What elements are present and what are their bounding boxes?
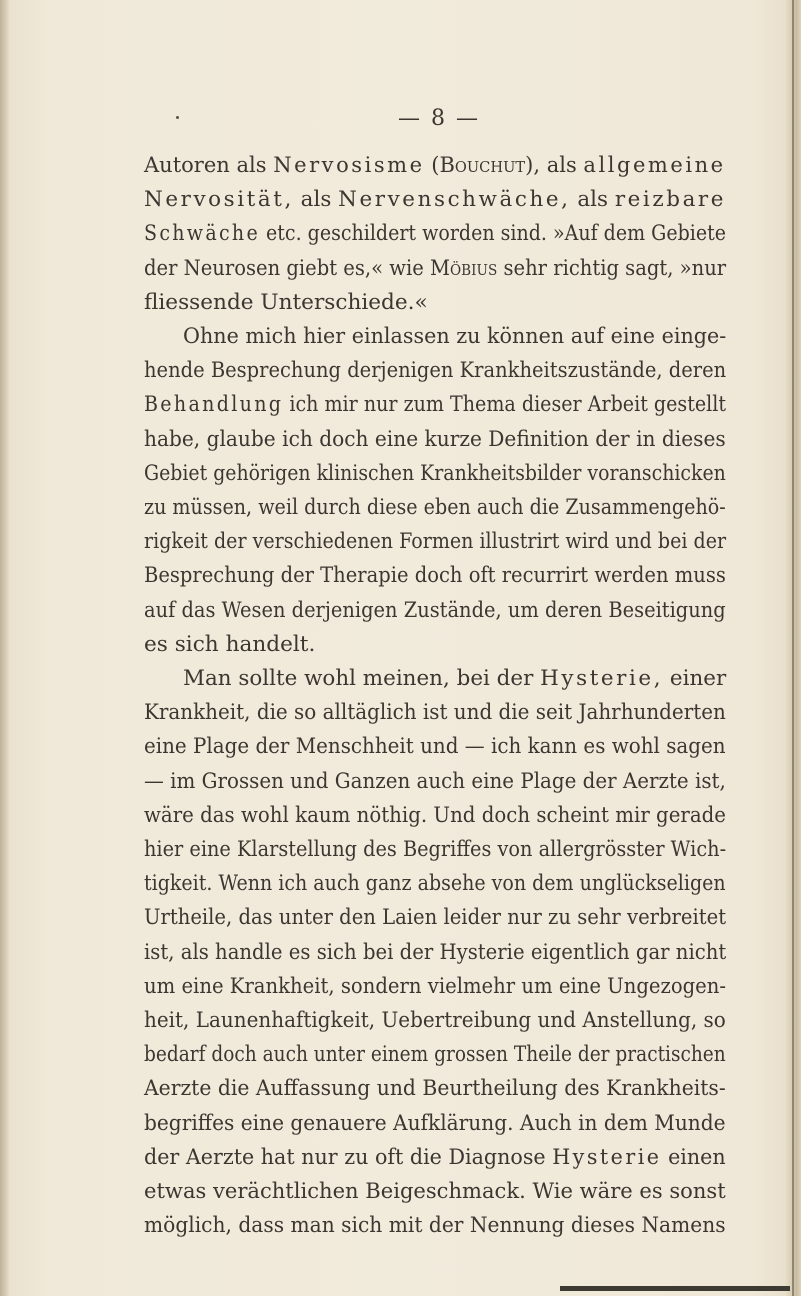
- text-segment: hier eine Klarstellung des Begriffes von allergrösster Wich-: [144, 837, 727, 862]
- text-segment: tigkeit. Wenn ich auch ganz absehe von dem unglückseligen: [144, 871, 726, 897]
- text-line: [144, 974, 726, 1000]
- text-segment: Bouchut: [439, 153, 526, 178]
- text-line: [144, 1076, 726, 1102]
- text-segment: der Neurosen giebt es,« wie: [144, 255, 431, 281]
- text-line: [144, 1179, 726, 1205]
- text-line: [144, 700, 726, 726]
- page-edge-line: [792, 0, 794, 1296]
- text-segment: Man sollte wohl meinen, bei der: [183, 666, 541, 691]
- text-segment: Möbius: [430, 255, 498, 281]
- text-line: [144, 529, 726, 555]
- text-segment: sehr richtig sagt, »nur: [497, 255, 727, 281]
- text-segment: heit, Launenhaftigkeit, Uebertreibung und Anstellung, so: [144, 1008, 726, 1033]
- text-segment: Ohne mich hier einlassen zu können auf eine einge-: [183, 324, 727, 349]
- text-segment: möglich, dass man sich mit der Nennung dieses Namens: [144, 1213, 726, 1239]
- text-line: [144, 598, 726, 624]
- text-segment: bedarf doch auch unter einem grossen Theile der practischen: [144, 1042, 726, 1068]
- text-segment: ), als: [525, 153, 584, 178]
- text-line: [144, 461, 726, 487]
- text-line: [144, 290, 428, 316]
- text-segment: (: [424, 153, 440, 178]
- text-segment: ist, als handle es sich bei der Hysterie eigentlich gar nicht: [144, 939, 727, 965]
- text-segment: der Aerzte hat nur zu oft die Diagnose: [144, 1144, 553, 1170]
- text-segment: Aerzte die Auffassung und Beurtheilung des Krankheits-: [144, 1076, 726, 1102]
- text-line: [144, 803, 726, 829]
- text-line: [183, 666, 726, 692]
- text-line: [144, 1008, 726, 1034]
- text-line: [144, 358, 726, 384]
- text-segment: etc. geschildert worden sind. »Auf dem Gebiete: [259, 221, 726, 247]
- text-segment: Besprechung der Therapie doch oft recurrirt werden muss: [144, 563, 726, 589]
- text-line: [144, 221, 726, 247]
- text-line: [183, 324, 726, 350]
- text-segment: eine Plage der Menschheit und — ich kann es wohl sagen: [144, 734, 726, 760]
- text-segment: einen: [661, 1144, 726, 1170]
- text-segment: als: [293, 187, 339, 213]
- text-line: [144, 632, 315, 658]
- text-segment: Urtheile, das unter den Laien leider nur zu sehr verbreitet: [144, 905, 727, 931]
- text-segment: Krankheit, die so alltäglich ist und die seit Jahrhunderten: [144, 700, 726, 726]
- text-segment: Nervenschwäche,: [338, 187, 571, 213]
- text-segment: habe, glaube ich doch eine kurze Definition der in dieses: [144, 426, 726, 452]
- text-segment: Behandlung: [144, 392, 284, 418]
- text-segment: begriffes eine genauere Aufklärung. Auch in dem Munde: [144, 1110, 726, 1136]
- text-line: [144, 1213, 726, 1239]
- text-line: [144, 256, 726, 282]
- text-segment: — im Grossen und Ganzen auch eine Plage der Aerzte ist,: [144, 768, 726, 794]
- text-segment: wäre das wohl kaum nöthig. Und doch scheint mir gerade: [144, 802, 726, 828]
- text-segment: auf das Wesen derjenigen Zustände, um deren Beseitigung: [144, 597, 726, 623]
- text-segment: Gebiet gehörigen klinischen Krankheitsbilder voranschicken: [144, 460, 726, 486]
- page-gutter-shadow: [0, 0, 10, 1296]
- text-segment: rigkeit der verschiedenen Formen illustrirt wird und bei der: [144, 529, 727, 555]
- text-segment: es sich handelt.: [144, 631, 316, 657]
- stray-ink-dot: [176, 116, 179, 119]
- text-line: [144, 871, 726, 897]
- text-line: [144, 940, 726, 966]
- text-segment: als: [570, 187, 615, 213]
- text-segment: Autoren als: [144, 153, 274, 178]
- text-line: [144, 734, 726, 760]
- text-line: [144, 837, 726, 863]
- text-line: [144, 495, 726, 521]
- page-number: — 8 —: [398, 106, 480, 131]
- text-segment: Schwäche: [144, 221, 260, 247]
- text-segment: etwas verächtlichen Beigeschmack. Wie wäre es sonst: [144, 1179, 726, 1204]
- text-segment: allgemeine: [583, 153, 726, 178]
- text-segment: Nervosisme: [273, 153, 425, 178]
- text-segment: um eine Krankheit, sondern vielmehr um eine Ungezogen-: [144, 973, 727, 999]
- text-line: [144, 392, 726, 418]
- text-line: [144, 427, 726, 453]
- text-segment: Hysterie: [552, 1144, 662, 1170]
- text-segment: einer: [663, 666, 727, 691]
- text-segment: Nervosität,: [144, 187, 294, 213]
- text-line: [144, 1145, 726, 1171]
- text-line: [144, 905, 726, 931]
- text-segment: fliessende Unterschiede.«: [144, 289, 428, 315]
- text-line: [144, 187, 726, 213]
- text-line: [144, 1111, 726, 1137]
- text-segment: hende Besprechung derjenigen Krankheitszustände, deren: [144, 358, 727, 384]
- text-line: [144, 563, 726, 589]
- text-segment: reizbare: [614, 187, 727, 213]
- text-line: [144, 1042, 726, 1068]
- text-segment: Hysterie,: [540, 666, 664, 691]
- bottom-rule: [560, 1286, 790, 1291]
- text-segment: zu müssen, weil durch diese eben auch die Zusammengehö-: [144, 495, 726, 520]
- text-line: [144, 153, 726, 179]
- text-segment: ich mir nur zum Thema dieser Arbeit gestellt: [283, 392, 727, 418]
- text-line: [144, 769, 726, 795]
